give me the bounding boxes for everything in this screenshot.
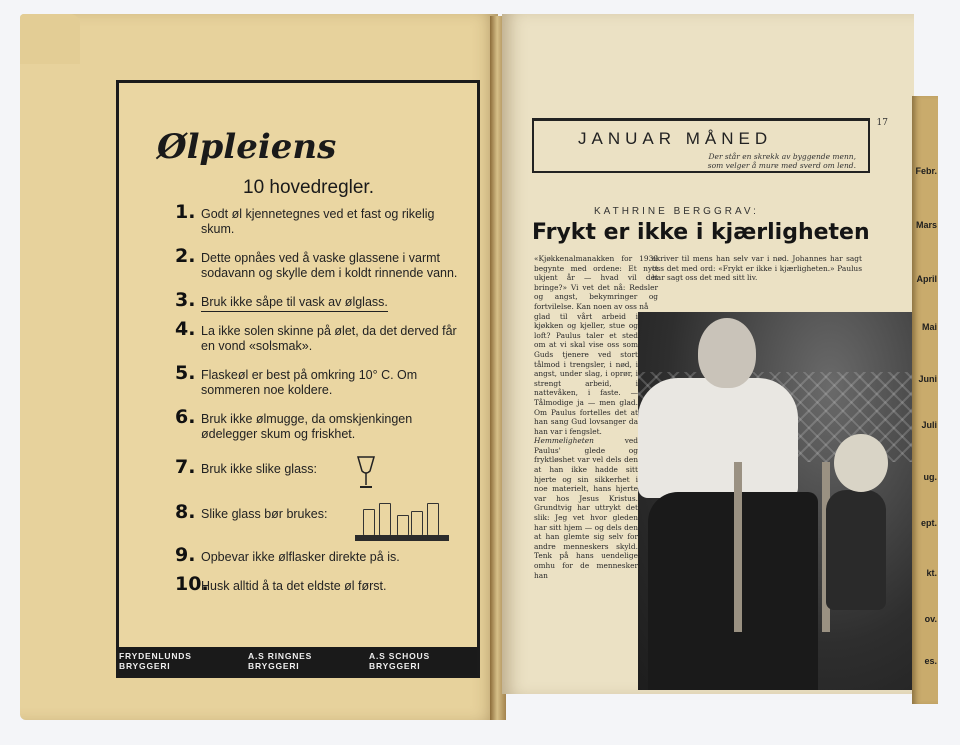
right-page	[502, 14, 914, 694]
tab-december[interactable]: es.	[924, 656, 937, 666]
rule-number: 7.	[175, 456, 196, 478]
tall-glass-icon	[363, 509, 375, 537]
article-body-continued	[534, 436, 638, 580]
short-glass-icon	[411, 511, 423, 537]
rule-text: Husk alltid å ta det eldste øl først.	[201, 579, 387, 593]
tab-july[interactable]: Juli	[921, 420, 937, 430]
page-number: 17	[876, 118, 888, 128]
rule-text: Opbevar ikke ølflasker direkte på is.	[201, 550, 400, 564]
photo-child-head	[834, 434, 888, 492]
month-index-tabs	[912, 96, 938, 704]
tall-glass-icon	[379, 503, 391, 537]
photo-chair	[734, 462, 830, 632]
quote-line: Der står en skrekk av byggende menn,	[708, 152, 856, 161]
article-body-tail: ved Paulus' glede og fryktløshet var vel dels den at han ikke hadde sitt hjerte og sin sikkerhet i noe materielt, hans hjerte var hos Jesus Kristus. Grundtvig har uttrykt det slik: Jeg vet hvor gleden har sitt hjem — og dels den at han glemte sig selv for andre menneskers skyld. Tenk på hans uendelige omhu for de mennesker han	[534, 436, 638, 580]
article-body: glad til vårt arbeid i kjøkken og kjeller, stue og loft? Paulus taler et sted om at vi skal vise oss som Guds tjenere ved stort tålmod i trengsler, i nød, i angst, under slag, i oprør, i strengt arbeid, i nattevåken, i faste. — Tålmodige ja — men glad. Om Paulus fortelles det at han sang Gud lovsanger da han var i fengslet.	[534, 311, 638, 436]
rules-list	[175, 201, 465, 608]
rule-item	[175, 318, 465, 354]
rule-item	[175, 289, 465, 311]
rule-text: Bruk ikke ølmugge, da omskjenkingen ødelegger skum og friskhet.	[201, 412, 413, 441]
short-glass-icon	[397, 515, 409, 537]
photo-child-body	[826, 490, 886, 610]
rule-number: 10.	[175, 573, 209, 595]
rule-number: 5.	[175, 362, 196, 384]
rule-text: Godt øl kjennetegnes ved et fast og rikelig skum.	[201, 207, 435, 236]
rule-text: Slike glass bør brukes:	[201, 507, 328, 521]
rule-number: 4.	[175, 318, 196, 340]
brewery-name: A.S SCHOUS BRYGGERI	[369, 651, 430, 671]
article-headline: Frykt er ikke i kjærligheten	[532, 220, 870, 245]
tab-september[interactable]: ept.	[920, 518, 937, 528]
tall-glass-icon	[427, 503, 439, 537]
tab-april[interactable]: April	[916, 274, 937, 284]
poster-subtitle: 10 hovedregler.	[243, 177, 374, 198]
rule-item	[175, 245, 465, 281]
rule-item	[175, 573, 465, 595]
left-page-tab	[20, 14, 80, 64]
rule-item	[175, 544, 465, 566]
article-photo	[638, 312, 912, 690]
tab-may[interactable]: Mai	[921, 322, 937, 332]
wine-glass-icon	[355, 455, 377, 491]
poster-title: Ølpleiens	[157, 127, 337, 167]
rule-number: 8.	[175, 501, 196, 523]
month-title: JANUAR MÅNED	[578, 129, 773, 148]
rule-text: Bruk ikke slike glass:	[201, 462, 318, 476]
tab-march[interactable]: Mars	[915, 220, 937, 230]
brewery-name: A.S RINGNES BRYGGERI	[248, 651, 313, 671]
rule-number: 3.	[175, 289, 196, 311]
tab-august[interactable]: ug.	[923, 472, 937, 482]
article-column-left	[534, 254, 658, 580]
rule-number: 1.	[175, 201, 196, 223]
rule-number: 6.	[175, 406, 196, 428]
rule-text: Dette opnåes ved å vaske glassene i varmt sodavann og skylle dem i koldt rinnende vann.	[201, 251, 458, 280]
rule-number: 2.	[175, 245, 196, 267]
rule-text: Flaskeøl er best på omkring 10° C. Om sommeren noe koldere.	[201, 368, 418, 397]
brewery-footer	[119, 647, 477, 675]
tab-june[interactable]: Juni	[918, 374, 937, 384]
tab-november[interactable]: ov.	[924, 614, 937, 624]
article-intro: «Kjøkkenalmanakken for 1939 begynte med ordene: Et nytt ukjent år — hvad vil det bringe?» Vi vet det nå: Redsler og angst, bekymringer og fortvilelse. Kan noen av oss nå	[534, 254, 658, 311]
rule-item	[175, 406, 465, 442]
rule-item	[175, 456, 465, 478]
month-header	[532, 118, 870, 173]
brewery-name: FRYDENLUNDS BRYGGERI	[119, 651, 192, 671]
month-quote	[626, 152, 856, 170]
beer-care-poster	[116, 80, 480, 678]
article-author: KATHRINE BERGGRAV:	[594, 206, 759, 217]
photo-man-head	[698, 318, 756, 388]
rule-item	[175, 201, 465, 237]
serving-tray	[355, 535, 449, 541]
rule-number: 9.	[175, 544, 196, 566]
quote-line: som velger å mure med sverd om lend.	[707, 161, 856, 170]
article-italic-lead: Hemmeligheten	[534, 436, 594, 446]
left-page	[20, 14, 498, 720]
rule-text: Bruk ikke såpe til vask av ølglass.	[201, 295, 388, 312]
rule-item	[175, 362, 465, 398]
rule-text: La ikke solen skinne på ølet, da det derved får en vond «solsmak».	[201, 324, 457, 353]
article-column-right: skriver til mens han selv var i nød. Johannes har sagt oss det med ord: «Frykt er ikke i kjærligheten.» Paulus har sagt oss det med sitt liv.	[652, 254, 862, 283]
tab-october[interactable]: kt.	[926, 568, 937, 578]
open-book	[20, 14, 938, 732]
tab-february[interactable]: Febr.	[915, 166, 937, 176]
